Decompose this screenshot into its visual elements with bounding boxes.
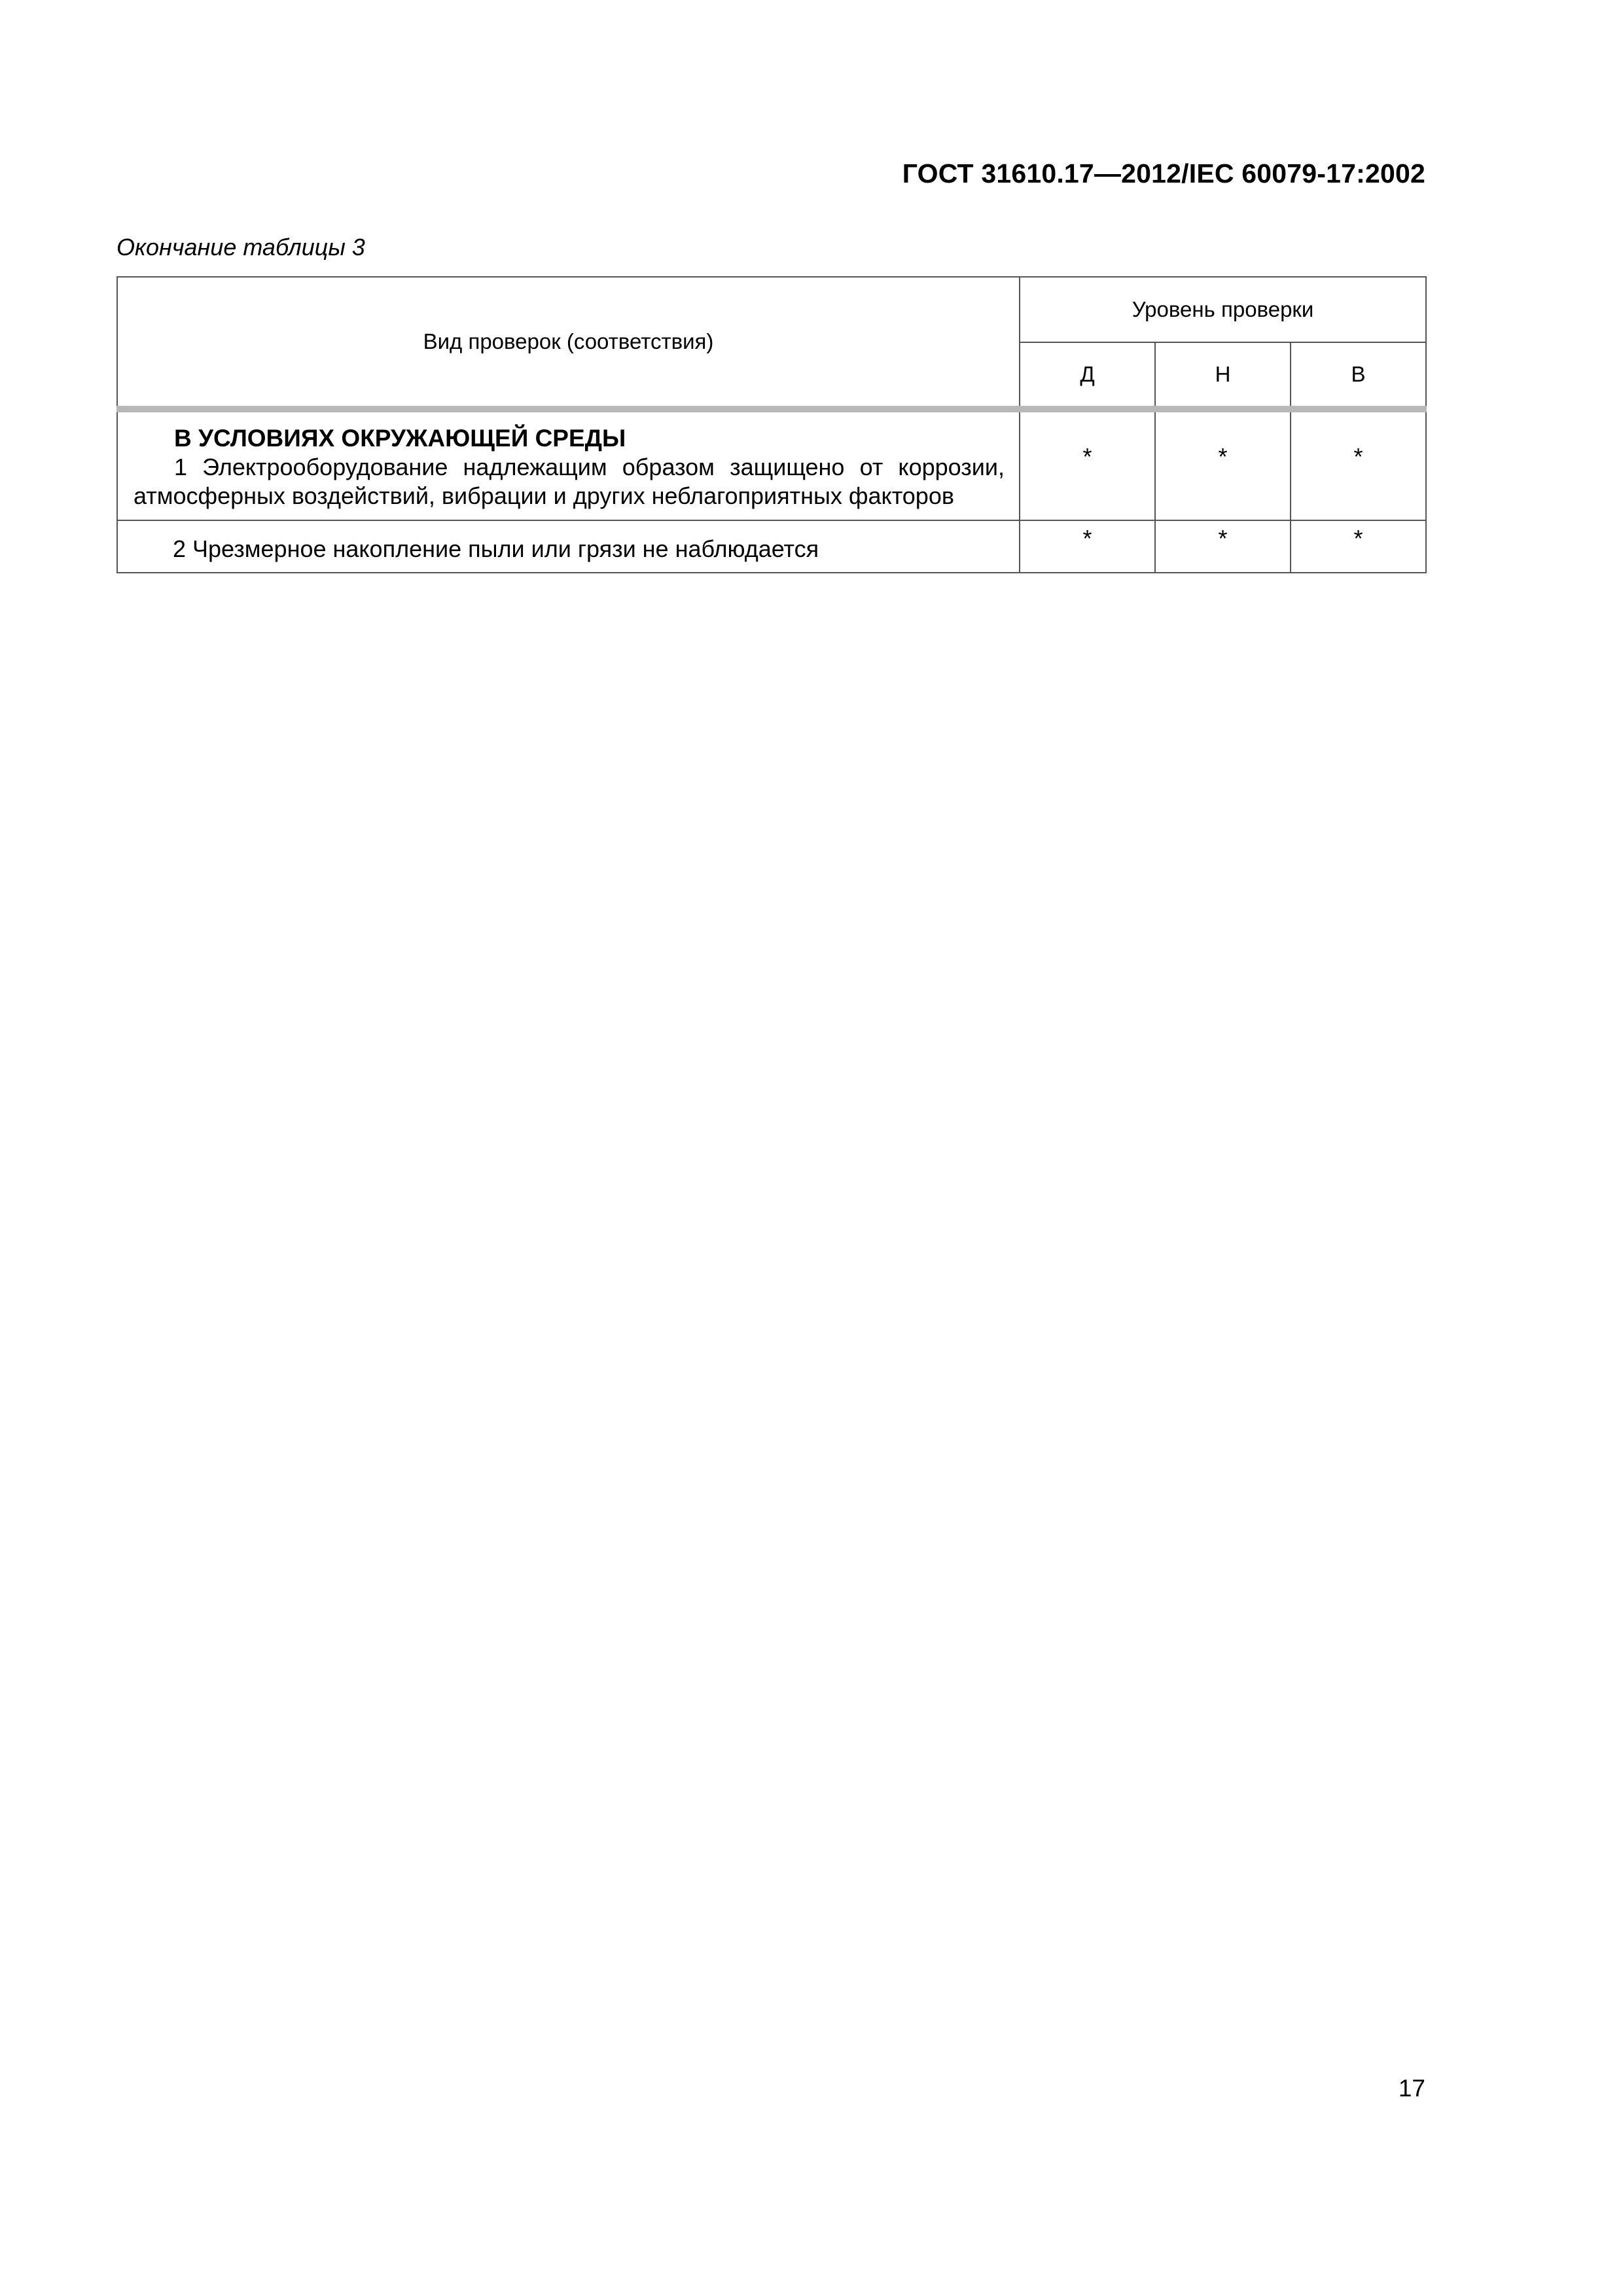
column-header-level-v: В bbox=[1291, 342, 1426, 409]
document-standard-id: ГОСТ 31610.17—2012/IEC 60079-17:2002 bbox=[902, 158, 1425, 188]
level-mark-v: * bbox=[1291, 409, 1426, 520]
table-row bbox=[117, 520, 1426, 573]
table-caption: Окончание таблицы 3 bbox=[116, 234, 365, 260]
check-description-cell bbox=[117, 409, 1020, 520]
check-item-text: 2 Чрезмерное накопление пыли или грязи не наблюдается bbox=[117, 520, 1020, 573]
column-header-check-type: Вид проверок (соответствия) bbox=[117, 277, 1020, 409]
check-item-text: 1 Электрооборудование надлежащим образом защищено от коррозии, атмосферных воздействий, вибрации и других неблагоприятных факторов bbox=[134, 454, 1005, 509]
level-mark-d: * bbox=[1020, 520, 1155, 573]
level-mark-n: * bbox=[1155, 520, 1291, 573]
section-title: В УСЛОВИЯХ ОКРУЖАЮЩЕЙ СРЕДЫ bbox=[174, 425, 626, 452]
column-header-level-group: Уровень проверки bbox=[1020, 277, 1426, 342]
level-mark-n: * bbox=[1155, 409, 1291, 520]
page-number: 17 bbox=[1398, 2075, 1425, 2102]
table-header-row bbox=[117, 277, 1426, 342]
inspection-table bbox=[116, 276, 1427, 573]
column-header-level-d: Д bbox=[1020, 342, 1155, 409]
level-mark-d: * bbox=[1020, 409, 1155, 520]
column-header-level-n: Н bbox=[1155, 342, 1291, 409]
table-row bbox=[117, 409, 1426, 520]
level-mark-v: * bbox=[1291, 520, 1426, 573]
